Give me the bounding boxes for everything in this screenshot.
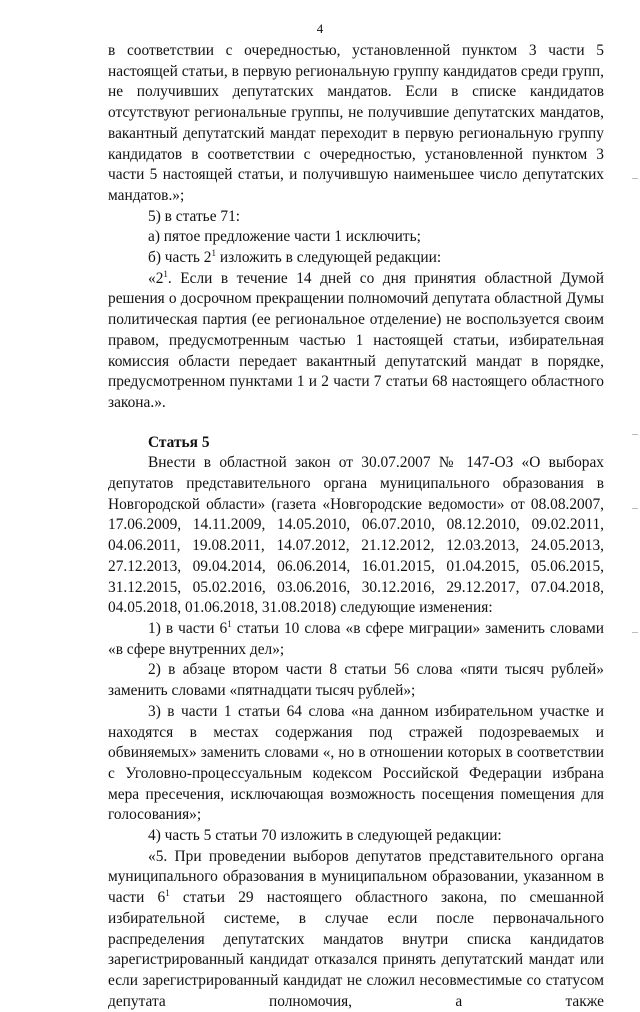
article-heading: Статья 5 (148, 433, 210, 451)
paragraph: «5. При проведении выборов депутатов представительного органа муниципального образования в муниципальном образовании, указанном в части $6^1$ статьи 29 настоящего областного закона, по смешанной избирательной системе, в случае если после первоначального распределения депутатских мандатов внутри списка кандидатов зарегистрированный кандидат отказался принять депутатский мандат или если зарегистрированный кандидат не сложил несовместимые со статусом депутата полномочия, а также (108, 847, 604, 1010)
document-body (108, 41, 604, 1012)
page-number: 4 (316, 21, 324, 36)
paragraph: 1) в части $6^1$ статьи 10 слова «в сфере миграции» заменить словами «в сфере внутренних дел»; (108, 618, 604, 658)
paragraph: 2) в абзаце втором части 8 статьи 56 слова «пяти тысяч рублей» заменить словами «пятнадцати тысяч рублей»; (108, 661, 604, 700)
paragraph: 5) в статье 71: (148, 207, 241, 225)
paragraph: б) часть $2^1$ изложить в следующей редакции: (148, 248, 442, 267)
scan-edge-mark (632, 508, 638, 509)
scan-edge-mark (632, 632, 638, 633)
scan-edge-mark (632, 178, 638, 179)
paragraph: «$2^1$. Если в течение 14 дней со дня принятия областной Думой решения о досрочном прекращении полномочий депутата областной Думы политическая партия (ее региональное отделение) не воспользуется своим правом, предусмотренным частью 1 настоящей статьи, избирательная комиссия области передает вакантный депутатский мандат в порядке, предусмотренном пунктами 1 и 2 части 7 статьи 68 настоящего областного закона.». (108, 268, 604, 411)
paragraph: 4) часть 5 статьи 70 изложить в следующей редакции: (148, 827, 502, 845)
paragraph: а) пятое предложение части 1 исключить; (148, 228, 421, 246)
paragraph: в соответствии с очередностью, установленной пунктом 3 части 5 настоящей статьи, в первую региональную группу кандидатов среди групп, не получивших депутатских мандатов. Если в списке кандидатов отсутствуют региональные группы, не получившие депутатских мандатов, вакантный депутатский мандат переходит в первую региональную группу кандидатов в соответствии с очередностью, установленной пунктом 3 части 5 настоящей статьи, и получившую наименьшее число депутатских мандатов.»; (108, 42, 604, 204)
paragraph: 3) в части 1 статьи 64 слова «на данном избирательном участке и находятся в местах содержания под стражей подозреваемых и обвиняемых» заменить словами «, но в отношении которых в соответствии с Уголовно-процессуальным кодексом Российской Федерации избрана мера пресечения, исключающая возможность посещения помещения для голосования»; (108, 702, 604, 824)
scan-edge-mark (632, 434, 638, 435)
paragraph: Внести в областной закон от 30.07.2007 № 147-ОЗ «О выборах депутатов представительного органа муниципального образования в Новгородской области» (газета «Новгородские ведомости» от 08.08.2007, 17.06.2009, 14.11.2009, 14.05.2010, 06.07.2010, 08.12.2010, 09.02.2011, 04.06.2011, 19.08.2011, 14.07.2012, 21.12.2012, 12.03.2013, 24.05.2013, 27.12.2013, 09.04.2014, 06.06.2014, 16.01.2015, 01.04.2015, 05.06.2015, 31.12.2015, 05.02.2016, 03.06.2016, 30.12.2016, 29.12.2017, 07.04.2018, 04.05.2018, 01.06.2018, 31.08.2018) следующие изменения: (108, 454, 604, 617)
